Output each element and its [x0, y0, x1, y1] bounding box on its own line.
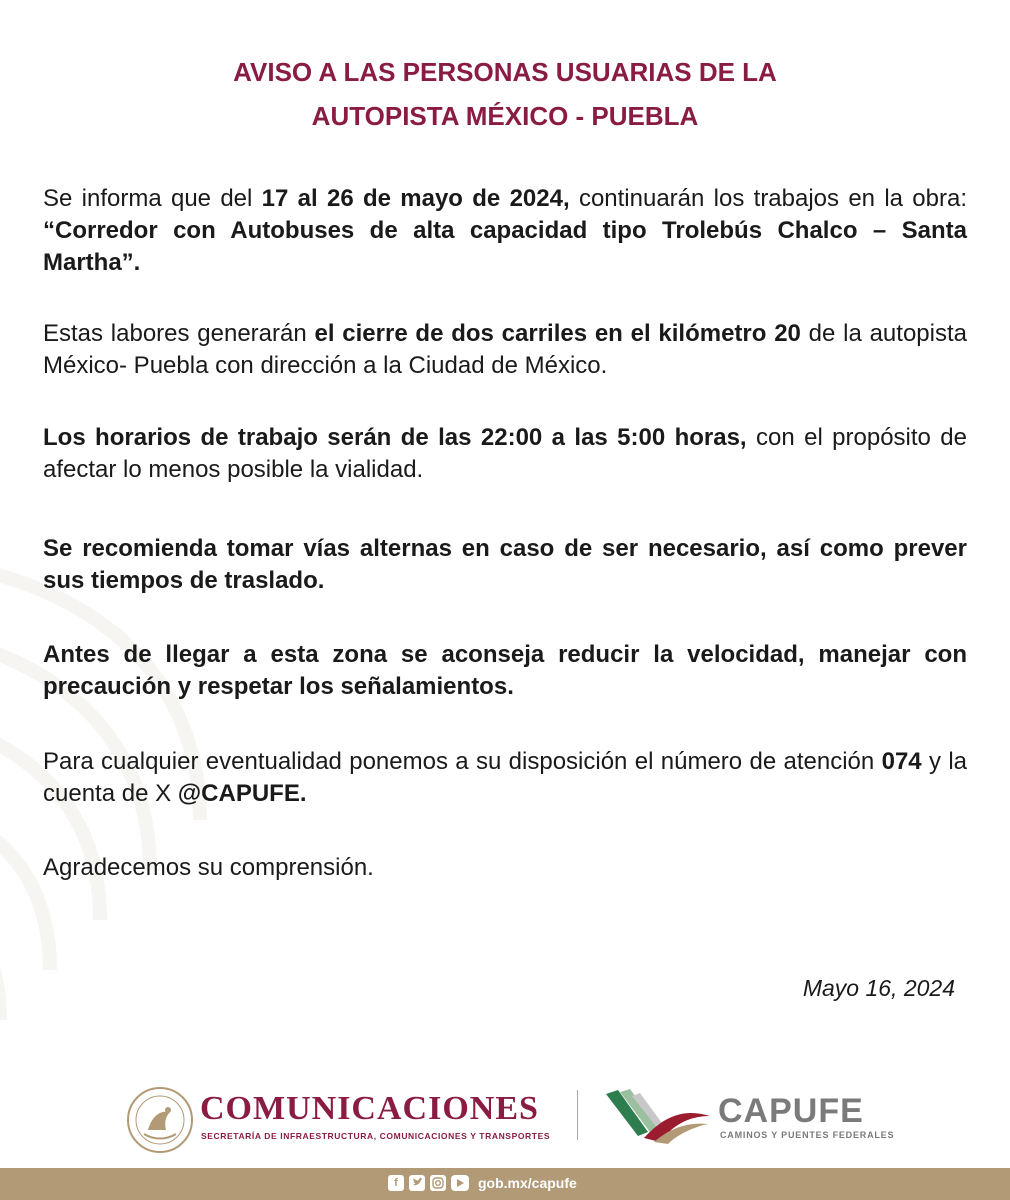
logo-divider — [577, 1090, 578, 1140]
text: y la cuenta de X — [43, 748, 967, 807]
mexico-seal-icon — [126, 1086, 194, 1154]
paragraph-schedule — [43, 422, 967, 486]
bold-text: Los horarios de trabajo serán de las 22:00 a las 5:00 horas, — [43, 424, 747, 451]
social-bar — [0, 1168, 1010, 1200]
social-links — [388, 1175, 577, 1191]
paragraph-caution — [43, 639, 967, 703]
bold-text: Se recomienda tomar vías alternas en caso de ser necesario, así como prever sus tiempos de traslado. — [43, 535, 967, 594]
notice-date: Mayo 16, 2024 — [802, 975, 955, 1001]
title-line-2: AUTOPISTA MÉXICO - PUEBLA — [311, 101, 699, 131]
youtube-icon[interactable] — [451, 1175, 469, 1191]
text: Estas labores generarán — [43, 320, 315, 347]
footer-logos — [0, 1078, 1010, 1166]
paragraph-contact — [43, 746, 967, 810]
paragraph-alternate-routes — [43, 533, 967, 597]
text: de la autopista México- Puebla con dirección a la Ciudad de México. — [43, 320, 967, 379]
text: Agradecemos su comprensión. — [43, 854, 374, 881]
capufe-logo-icon — [604, 1086, 712, 1146]
facebook-icon[interactable]: f — [388, 1175, 404, 1191]
bold-text: el cierre de dos carriles en el kilómetro 20 — [314, 320, 801, 347]
text: Para cualquier eventualidad ponemos a su disposición el número de atención — [43, 748, 882, 775]
notice-body — [43, 183, 967, 884]
paragraph-dates — [43, 183, 967, 279]
comunicaciones-logo-text: COMUNICACIONES — [200, 1090, 539, 1127]
twitter-icon[interactable] — [409, 1175, 425, 1191]
text: con el propósito de afectar lo menos posible la vialidad. — [43, 424, 967, 483]
social-url-link[interactable]: gob.mx/capufe — [478, 1175, 577, 1191]
x-account: @CAPUFE. — [177, 780, 307, 807]
notice-title — [0, 50, 1010, 138]
comunicaciones-subtitle: SECRETARÍA DE INFRAESTRUCTURA, COMUNICACIONES Y TRANSPORTES — [201, 1131, 551, 1141]
phone-number: 074 — [881, 748, 922, 775]
title-line-1: AVISO A LAS PERSONAS USUARIAS DE LA — [233, 57, 777, 87]
bold-text: Antes de llegar a esta zona se aconseja reducir la velocidad, manejar con precaución y respetar los señalamientos. — [43, 641, 967, 700]
text: continuarán los trabajos en la obra: — [569, 185, 968, 212]
capufe-logo-text: CAPUFE — [718, 1092, 864, 1130]
bold-text: “Corredor con Autobuses de alta capacidad tipo Trolebús Chalco – Santa Martha”. — [43, 217, 967, 276]
paragraph-thanks — [43, 852, 967, 884]
instagram-icon[interactable] — [430, 1175, 446, 1191]
paragraph-closure — [43, 318, 967, 382]
bold-text: 17 al 26 de mayo de 2024, — [261, 185, 570, 212]
capufe-subtitle: CAMINOS Y PUENTES FEDERALES — [720, 1130, 895, 1140]
text: Se informa que del — [43, 185, 262, 212]
